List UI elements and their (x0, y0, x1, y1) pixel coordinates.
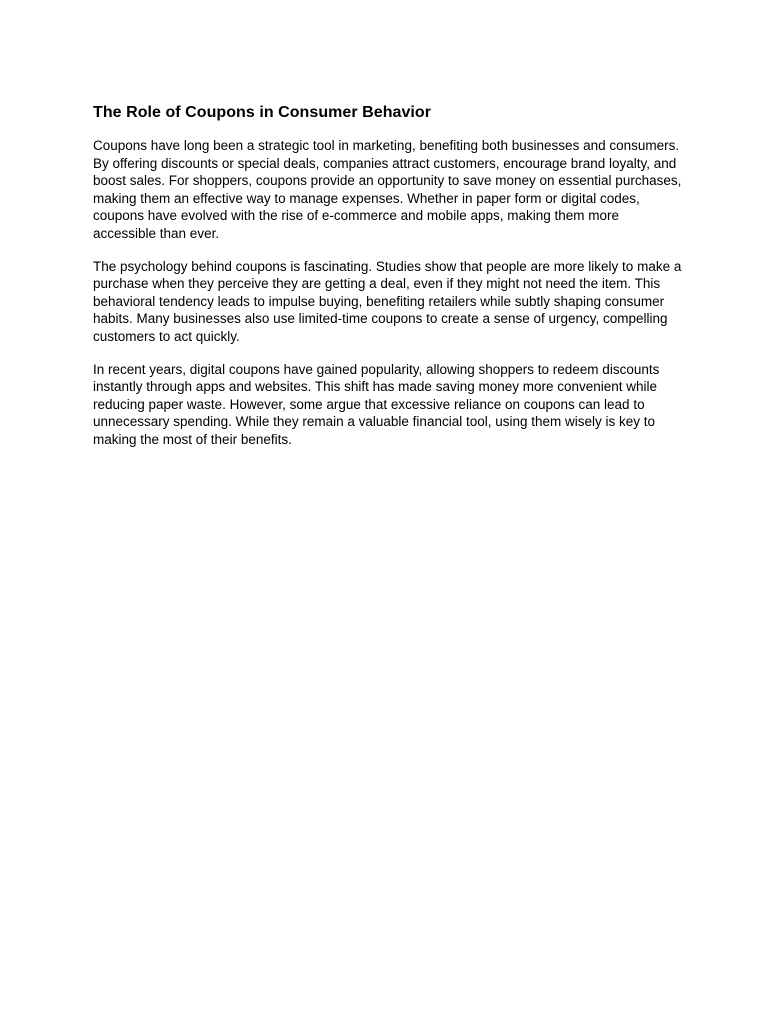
document-body (93, 103, 683, 464)
paragraph-1: Coupons have long been a strategic tool in marketing, benefiting both businesses and consumers. By offering discounts or special deals, companies attract customers, encourage brand loyalty, and boost sales. For shoppers, coupons provide an opportunity to save money on essential purchases, making them an effective way to manage expenses. Whether in paper form or digital codes, coupons have evolved with the rise of e-commerce and mobile apps, making them more accessible than ever. (93, 138, 682, 241)
paragraph-2: The psychology behind coupons is fascinating. Studies show that people are more likely to make a purchase when they perceive they are getting a deal, even if they might not need the item. This behavioral tendency leads to impulse buying, benefiting retailers while subtly shaping consumer habits. Many businesses also use limited-time coupons to create a sense of urgency, compelling customers to act quickly. (93, 258, 682, 344)
document-title: The Role of Coupons in Consumer Behavior (93, 104, 432, 121)
paragraph-3: In recent years, digital coupons have gained popularity, allowing shoppers to redeem discounts instantly through apps and websites. This shift has made saving money more convenient while reducing paper waste. However, some argue that excessive reliance on coupons can lead to unnecessary spending. While they remain a valuable financial tool, using them wisely is key to making the most of their benefits. (93, 361, 660, 447)
